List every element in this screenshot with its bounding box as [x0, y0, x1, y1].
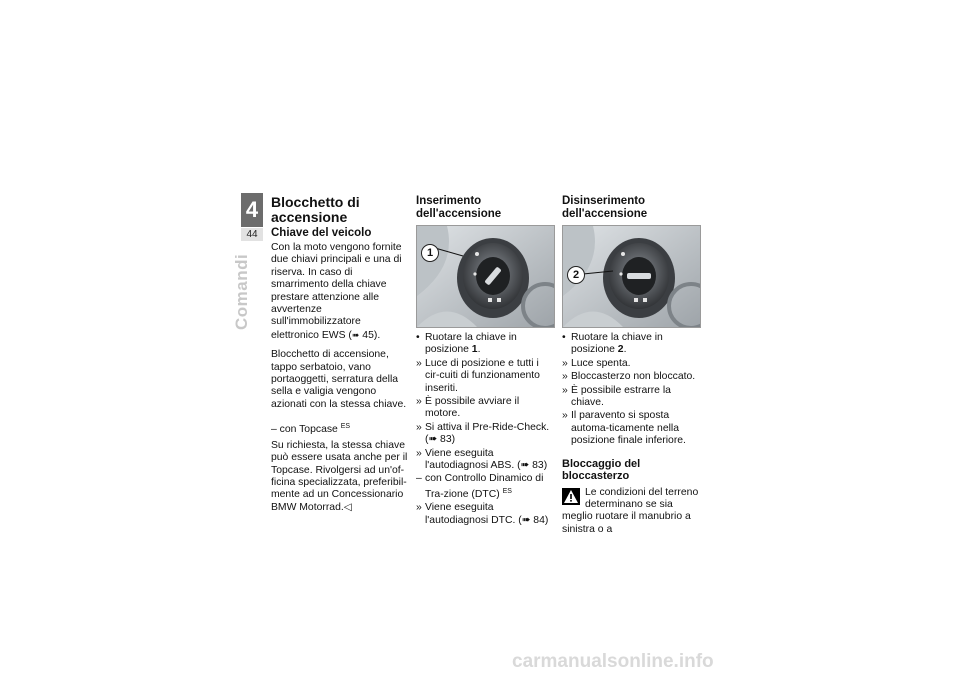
list-item: – con Controllo Dinamico di Tra-zione (DTC) $^{ES}$	[416, 473, 544, 500]
optional-equipment-marker: ES	[340, 423, 351, 431]
ignition-off-steps	[562, 332, 700, 448]
warning-note	[562, 487, 700, 537]
chapter-tab	[241, 193, 263, 227]
list-item: » Viene eseguita l'autodiagnosi DTC. (➠ 84)	[416, 502, 549, 526]
paragraph-topcase: Su richiesta, la stessa chiave può essere usata anche per il Topcase. Rivolgersi ad un'of-ficina specializzata, preferibil-mente ad un Concessionario BMW Motorrad.◁	[271, 439, 408, 513]
topcase-option-label: – con Topcase $^{ES}$	[271, 423, 351, 436]
subsection-title-vehicle-key: Chiave del veicolo	[271, 227, 372, 239]
list-item: » Si attiva il Pre-Ride-Check. (➠ 83)	[416, 421, 550, 446]
callout-position-1: 1	[421, 244, 439, 262]
column-ignition-on	[416, 195, 554, 528]
ignition-switch-image	[417, 226, 554, 327]
paragraph-keys: Con la moto vengono fornite due chiavi principali e una di riserva. In caso di smarrimento della chiave prestare attenzione alle avvertenze sull'immobilizzatore elettronico EWS (➠ 45).	[271, 242, 402, 341]
list-item: » Luce di posizione e tutti i cir-cuiti di funzionamento inseriti.	[416, 357, 540, 394]
column-ignition-off	[562, 195, 700, 536]
warning-text: Le condizioni del terreno determinano se sia meglio ruotare il manubrio a sinistra o a	[562, 486, 699, 535]
page-number: 44	[241, 228, 263, 241]
list-item: » Il paravento si sposta automa-ticamente nella posizione finale inferiore.	[562, 410, 686, 447]
section-title-steering-lock: Bloccaggio del bloccasterzo	[562, 457, 641, 483]
section-title-ignition-on: Inserimento dell'accensione	[416, 195, 502, 220]
warning-triangle-icon	[562, 488, 580, 505]
page-ref-arrow-icon: ➠	[351, 329, 360, 340]
list-item: • Ruotare la chiave in posizione 1.	[416, 332, 517, 356]
watermark: carmanualsonline.info	[512, 651, 714, 672]
section-title-ignition-off: Disinserimento dell'accensione	[562, 195, 648, 220]
ignition-photo-position-1	[416, 225, 555, 328]
chapter-side-label: Comandi	[232, 253, 251, 330]
section-title-ignition-lock: Blocchetto di accensione	[271, 194, 360, 225]
ignition-on-steps	[416, 332, 554, 527]
list-item: » Luce spenta.	[562, 357, 631, 369]
list-item: • Ruotare la chiave in posizione 2.	[562, 332, 663, 356]
column-vehicle-key	[271, 195, 409, 521]
list-item: » Viene eseguita l'autodiagnosi ABS. (➠ 83)	[416, 447, 548, 472]
list-item: » È possibile estrarre la chiave.	[562, 384, 671, 409]
page-ref-link[interactable]: 45	[362, 329, 374, 341]
list-item: » È possibile avviare il motore.	[416, 396, 520, 420]
chapter-number: 4	[245, 197, 259, 222]
ignition-photo-position-2	[562, 225, 701, 328]
callout-position-2: 2	[567, 266, 585, 284]
paragraph-same-key: Blocchetto di accensione, tappo serbatoio, vano portaoggetti, serratura della sella e valigia vengono azionati con la stessa chiave.	[271, 349, 407, 410]
list-item: » Bloccasterzo non bloccato.	[562, 371, 696, 383]
